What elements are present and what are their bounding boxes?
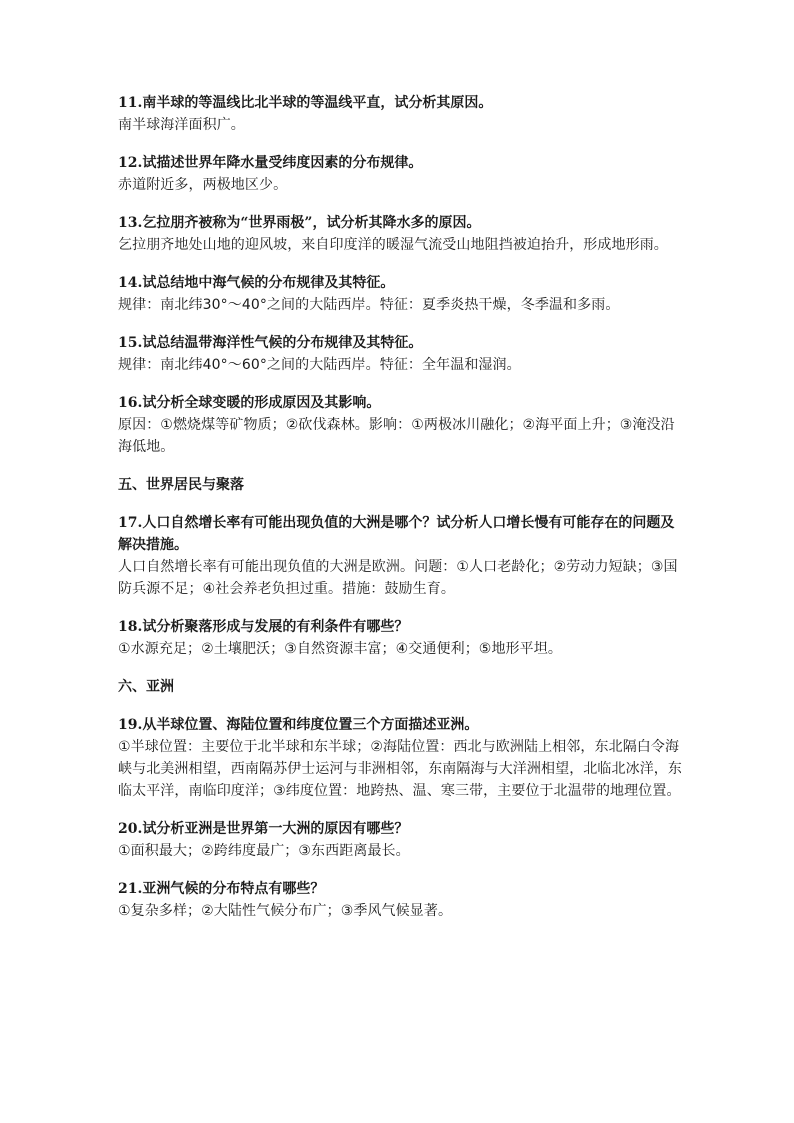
answer-12: 赤道附近多，两极地区少。	[118, 177, 288, 193]
section-heading-5: 五、世界居民与聚落	[118, 477, 244, 493]
answer-15: 规律：南北纬40°～60°之间的大陆西岸。特征：全年温和湿润。	[118, 357, 521, 373]
qa-item-12	[118, 152, 684, 196]
question-12: 12.试描述世界年降水量受纬度因素的分布规律。	[118, 155, 423, 171]
answer-19: ①半球位置：主要位于北半球和东半球；②海陆位置：西北与欧洲陆上相邻，东北隔白令海峡与北美洲相望，西南隔苏伊士运河与非洲相邻，东南隔海与大洋洲相望，北临北冰洋，东临太平洋，南临印度洋；③纬度位置：地跨热、温、寒三带，主要位于北温带的地理位置。	[118, 739, 682, 799]
qa-item-13	[118, 212, 684, 256]
qa-item-20	[118, 818, 684, 862]
document-page	[118, 92, 684, 938]
answer-18: ①水源充足；②土壤肥沃；③自然资源丰富；④交通便利；⑤地形平坦。	[118, 641, 562, 657]
answer-13: 乞拉朋齐地处山地的迎风坡，来自印度洋的暖湿气流受山地阻挡被迫抬升，形成地形雨。	[118, 237, 668, 253]
question-11: 11.南半球的等温线比北半球的等温线平直，试分析其原因。	[118, 95, 493, 111]
qa-item-16	[118, 392, 684, 458]
qa-item-21	[118, 878, 684, 922]
qa-item-17	[118, 512, 684, 600]
qa-item-19	[118, 714, 684, 802]
qa-item-14	[118, 272, 684, 316]
answer-11: 南半球海洋面积广。	[118, 117, 245, 133]
answer-16: 原因：①燃烧煤等矿物质；②砍伐森林。影响：①两极冰川融化；②海平面上升；③淹没沿海低地。	[118, 417, 675, 455]
qa-item-15	[118, 332, 684, 376]
answer-20: ①面积最大；②跨纬度最广；③东西距离最长。	[118, 843, 410, 859]
question-17: 17.人口自然增长率有可能出现负值的大洲是哪个？试分析人口增长慢有可能存在的问题及解决措施。	[118, 515, 675, 553]
question-19: 19.从半球位置、海陆位置和纬度位置三个方面描述亚洲。	[118, 717, 479, 733]
answer-17: 人口自然增长率有可能出现负值的大洲是欧洲。问题：①人口老龄化；②劳动力短缺；③国防兵源不足；④社会养老负担过重。措施：鼓励生育。	[118, 559, 678, 597]
section-heading-6: 六、亚洲	[118, 679, 174, 695]
answer-14: 规律：南北纬30°～40°之间的大陆西岸。特征：夏季炎热干燥，冬季温和多雨。	[118, 297, 620, 313]
qa-item-11	[118, 92, 684, 136]
qa-item-18	[118, 616, 684, 660]
question-13: 13.乞拉朋齐被称为“世界雨极”，试分析其降水多的原因。	[118, 215, 481, 231]
question-16: 16.试分析全球变暖的形成原因及其影响。	[118, 395, 381, 411]
question-15: 15.试总结温带海洋性气候的分布规律及其特征。	[118, 335, 423, 351]
answer-21: ①复杂多样；②大陆性气候分布广；③季风气候显著。	[118, 903, 453, 919]
question-20: 20.试分析亚洲是世界第一大洲的原因有哪些？	[118, 821, 409, 837]
question-21: 21.亚洲气候的分布特点有哪些？	[118, 881, 325, 897]
question-14: 14.试总结地中海气候的分布规律及其特征。	[118, 275, 395, 291]
question-18: 18.试分析聚落形成与发展的有利条件有哪些？	[118, 619, 409, 635]
